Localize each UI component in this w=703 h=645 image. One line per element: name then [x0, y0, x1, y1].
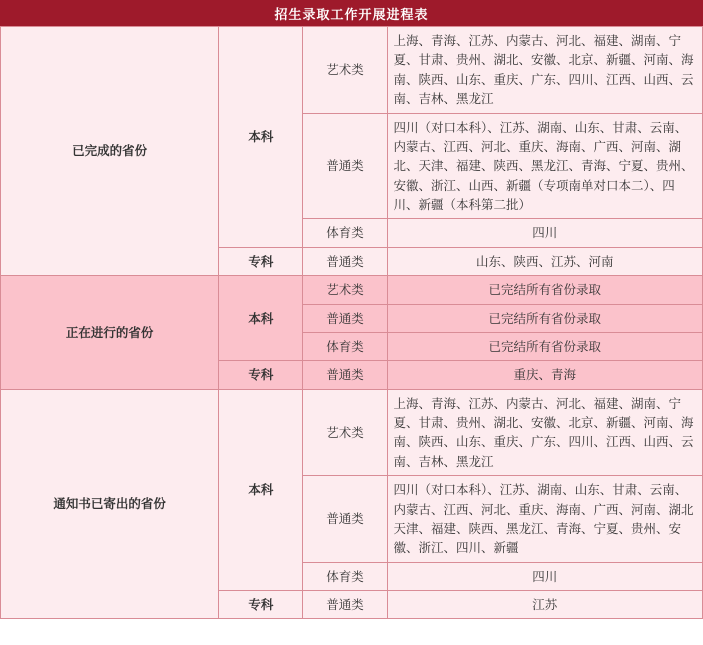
- table-row: [1, 27, 703, 114]
- level-label: 专科: [219, 591, 303, 619]
- page-title: 招生录取工作开展进程表: [0, 0, 703, 26]
- province-list: 四川（对口本科）、江苏、湖南、山东、甘肃、云南、内蒙古、江西、河北、重庆、海南、广西、河南、湖北天津、福建、陕西、黑龙江、青海、宁夏、贵州、安徽、浙江、四川、新疆: [387, 476, 702, 563]
- stage-label-done: 已完成的省份: [1, 27, 219, 276]
- progress-table: [0, 26, 703, 619]
- type-label: 普通类: [303, 361, 387, 389]
- table-row: [1, 389, 703, 476]
- type-label: 体育类: [303, 332, 387, 360]
- level-label: 专科: [219, 361, 303, 389]
- table-row: [1, 276, 703, 304]
- type-label: 艺术类: [303, 389, 387, 476]
- level-label: 本科: [219, 389, 303, 590]
- province-list: 四川（对口本科）、江苏、湖南、山东、甘肃、云南、内蒙古、江西、河北、重庆、海南、广西、河南、湖北、天津、福建、陕西、黑龙江、青海、宁夏、贵州、安徽、浙江、山西、新疆（专项南单对口本二）、四川、新疆（本科第二批）: [387, 113, 702, 219]
- province-list: 已完结所有省份录取: [387, 276, 702, 304]
- stage-label-in-progress: 正在进行的省份: [1, 276, 219, 390]
- province-list: 已完结所有省份录取: [387, 304, 702, 332]
- province-list: 四川: [387, 562, 702, 590]
- type-label: 体育类: [303, 219, 387, 247]
- type-label: 普通类: [303, 247, 387, 275]
- province-list: 江苏: [387, 591, 702, 619]
- type-label: 体育类: [303, 562, 387, 590]
- type-label: 艺术类: [303, 276, 387, 304]
- type-label: 普通类: [303, 476, 387, 563]
- stage-label-sent: 通知书已寄出的省份: [1, 389, 219, 619]
- level-label: 专科: [219, 247, 303, 275]
- province-list: 山东、陕西、江苏、河南: [387, 247, 702, 275]
- type-label: 普通类: [303, 304, 387, 332]
- province-list: 上海、青海、江苏、内蒙古、河北、福建、湖南、宁夏、甘肃、贵州、湖北、安徽、北京、新疆、河南、海南、陕西、山东、重庆、广东、四川、江西、山西、云南、吉林、黑龙江: [387, 27, 702, 114]
- type-label: 普通类: [303, 591, 387, 619]
- province-list: 重庆、青海: [387, 361, 702, 389]
- type-label: 普通类: [303, 113, 387, 219]
- level-label: 本科: [219, 27, 303, 248]
- province-list: 已完结所有省份录取: [387, 332, 702, 360]
- province-list: 上海、青海、江苏、内蒙古、河北、福建、湖南、宁夏、甘肃、贵州、湖北、安徽、北京、新疆、河南、海南、陕西、山东、重庆、广东、四川、江西、山西、云南、吉林、黑龙江: [387, 389, 702, 476]
- level-label: 本科: [219, 276, 303, 361]
- province-list: 四川: [387, 219, 702, 247]
- type-label: 艺术类: [303, 27, 387, 114]
